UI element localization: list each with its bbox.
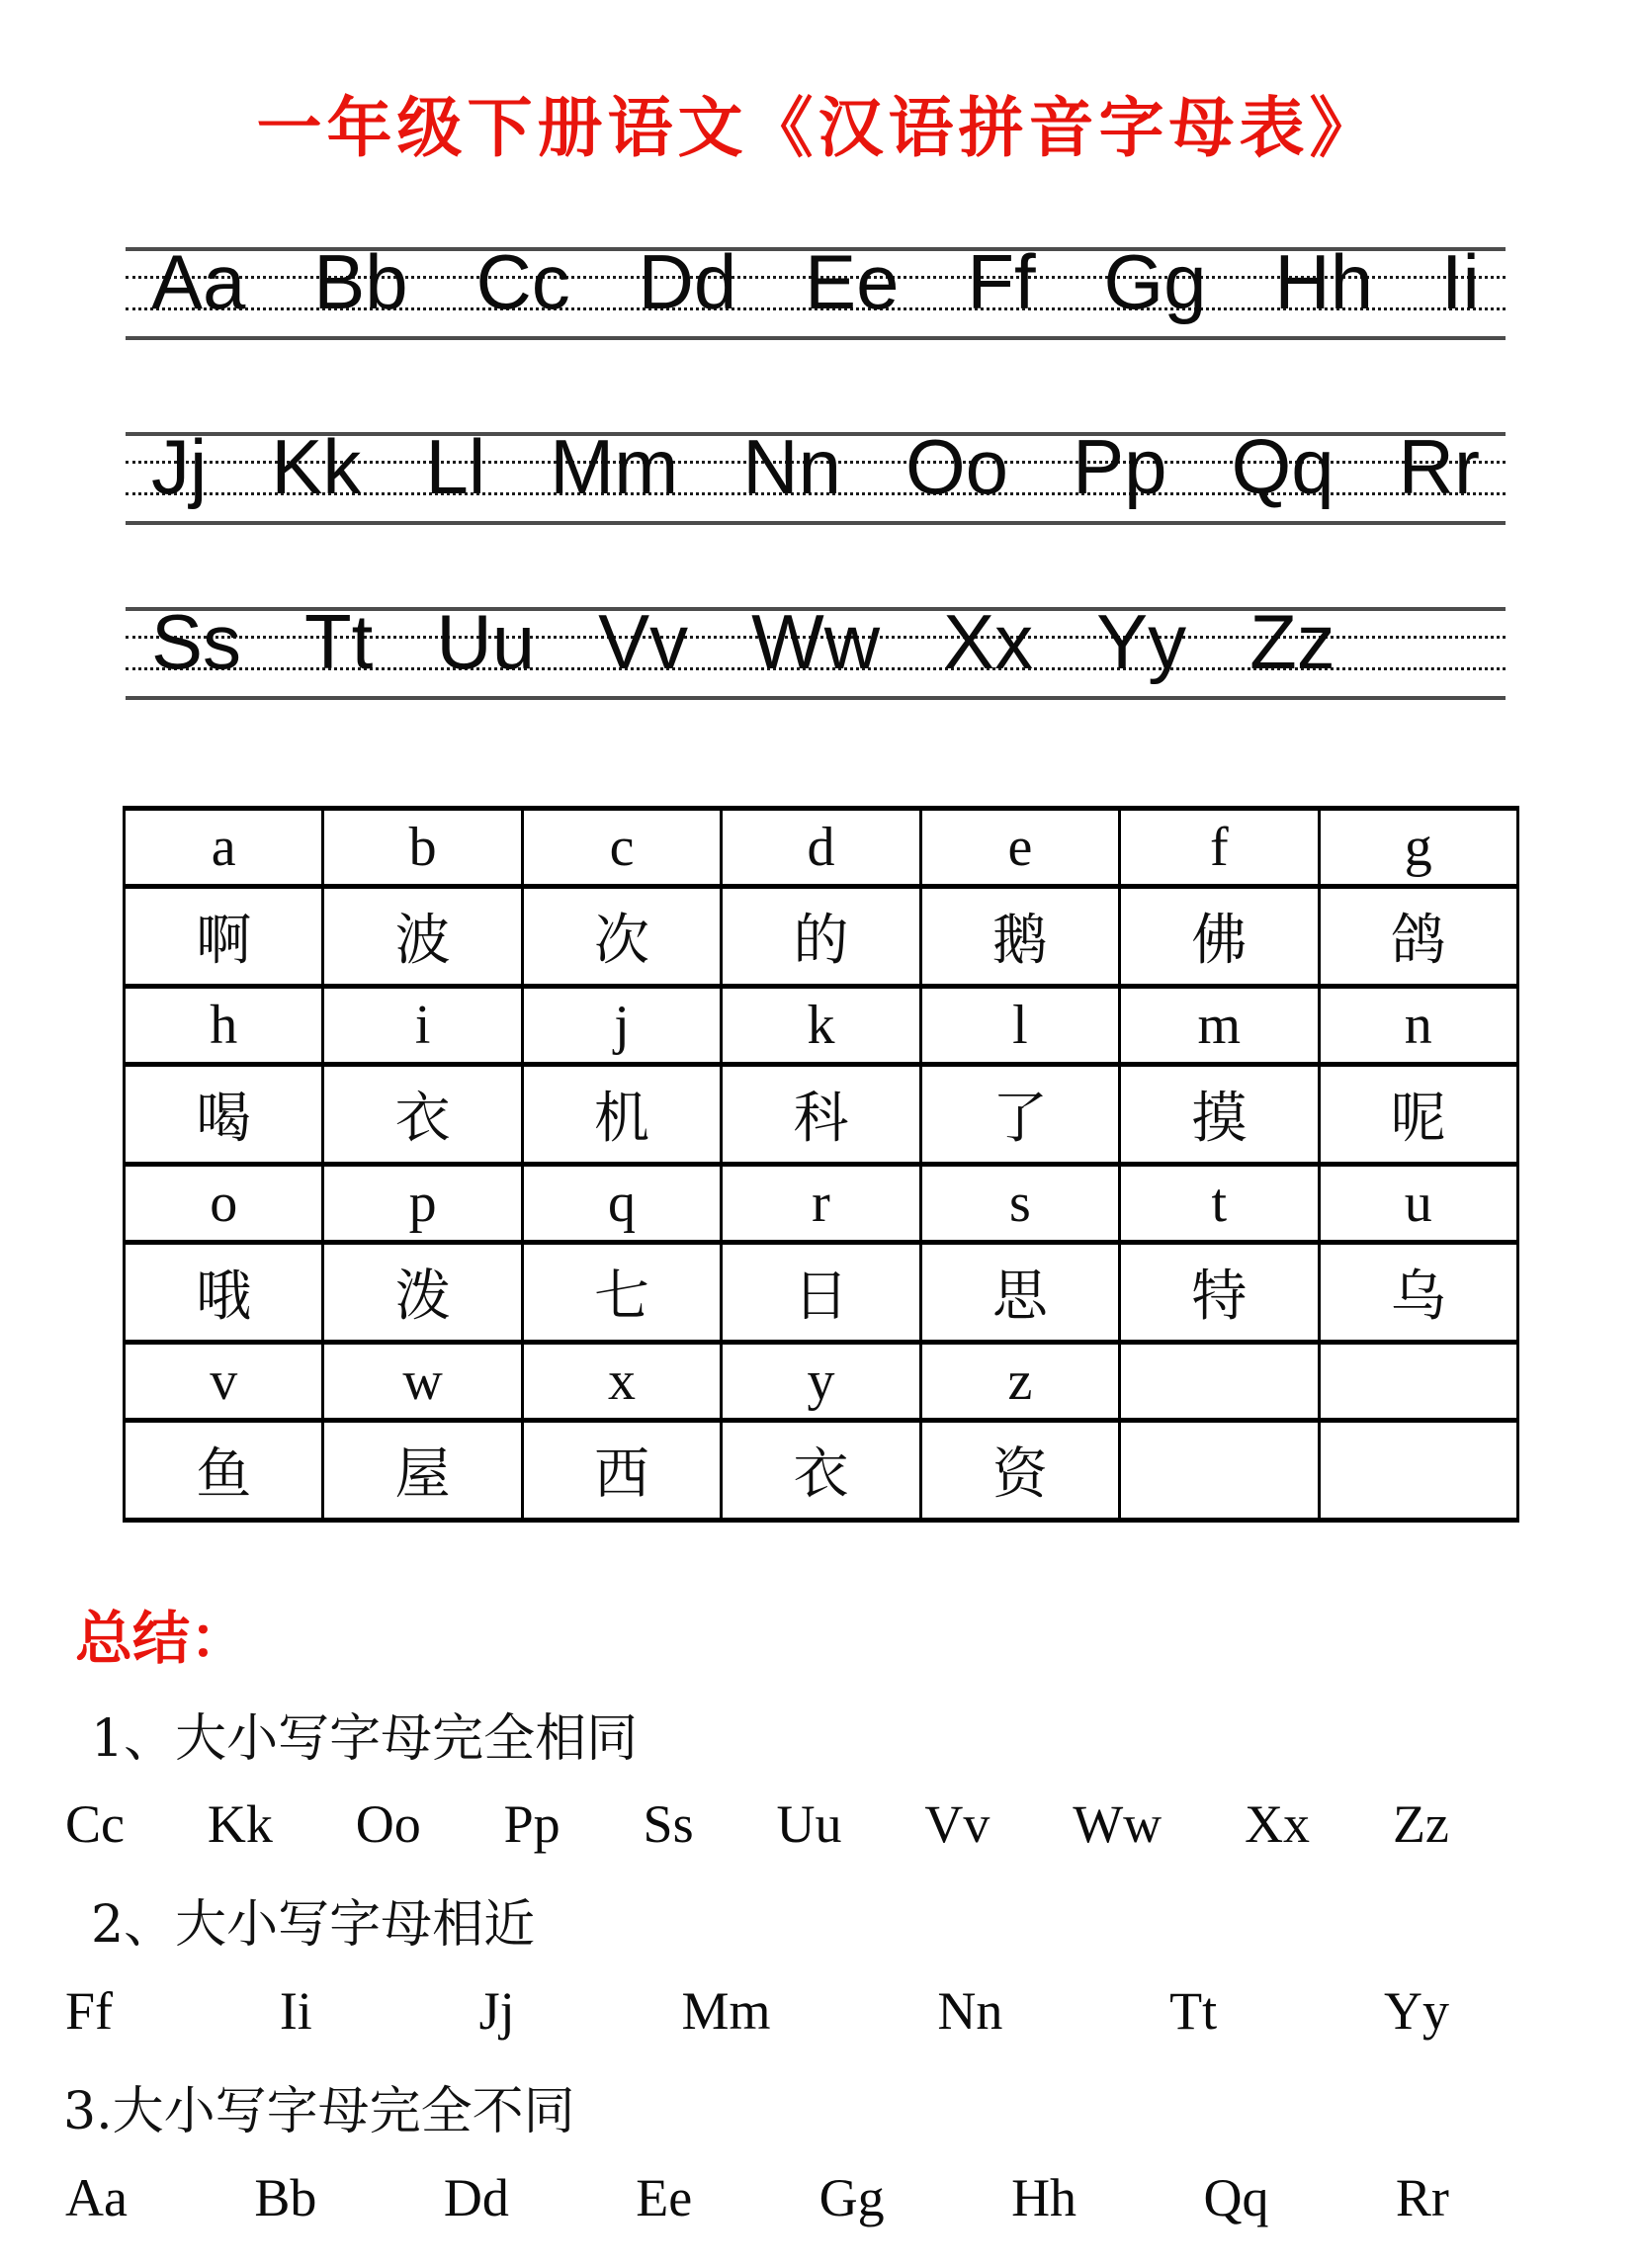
pinyin-table-cell: 衣 <box>722 1420 920 1520</box>
guide-letter-pair: Ii <box>1440 237 1480 325</box>
guide-letter-pair: Hh <box>1274 237 1374 325</box>
guide-letter-pair: Ww <box>751 597 881 685</box>
guide-letter-pair: Tt <box>304 597 374 685</box>
summary-item-3-label: 3.大小写字母完全不同 <box>63 2081 575 2141</box>
alphabet-guide-row-3 <box>126 597 1506 700</box>
pinyin-table-cell: x <box>522 1342 721 1420</box>
pinyin-table-cell: f <box>1120 808 1319 886</box>
guide-letters-row-1 <box>126 237 1506 340</box>
pinyin-table-cell: 鱼 <box>125 1420 323 1520</box>
pinyin-table-cell: n <box>1319 986 1517 1064</box>
guide-letter-pair: Uu <box>436 597 536 685</box>
summary-item-3-letters <box>65 2166 1449 2230</box>
summary-item-2 <box>0 1896 1636 2044</box>
pinyin-table-cell: p <box>323 1164 522 1242</box>
pinyin-table-cell: 了 <box>920 1064 1119 1164</box>
pinyin-table-cell: 资 <box>920 1420 1119 1520</box>
pinyin-table-cell: 鸽 <box>1319 886 1517 986</box>
guide-letter-pair: Rr <box>1398 422 1480 510</box>
summary-letter-pair: Oo <box>355 1794 421 1855</box>
guide-letter-pair: Jj <box>151 422 208 510</box>
pinyin-table-cell: y <box>722 1342 920 1420</box>
summary-letter-pair: Ff <box>65 1981 114 2042</box>
summary-item-1-label: 1、大小写字母完全相同 <box>91 1708 639 1769</box>
pinyin-table-cell: 佛 <box>1120 886 1319 986</box>
summary-letter-pair: Mm <box>681 1981 771 2042</box>
guide-letter-pair: Yy <box>1096 597 1187 685</box>
pinyin-table-cell: 喝 <box>125 1064 323 1164</box>
guide-letter-pair: Cc <box>475 237 570 325</box>
pinyin-table-cell <box>1120 1420 1319 1520</box>
alphabet-guide-row-1 <box>126 237 1506 340</box>
pinyin-table-row-hanzi <box>125 886 1518 986</box>
pinyin-table-cell: 日 <box>722 1242 920 1342</box>
pinyin-table-cell: s <box>920 1164 1119 1242</box>
pinyin-table-cell: o <box>125 1164 323 1242</box>
pinyin-table-cell: k <box>722 986 920 1064</box>
guide-letter-pair: Ff <box>967 237 1036 325</box>
pinyin-table-cell: 呢 <box>1319 1064 1517 1164</box>
pinyin-table-cell: 机 <box>522 1064 721 1164</box>
pinyin-table-cell: u <box>1319 1164 1517 1242</box>
pinyin-table-row-hanzi <box>125 1064 1518 1164</box>
pinyin-table-cell: r <box>722 1164 920 1242</box>
pinyin-table-cell: 科 <box>722 1064 920 1164</box>
pinyin-table-row-letters <box>125 1342 1518 1420</box>
guide-letter-pair: Ee <box>805 237 900 325</box>
summary-item-1 <box>0 1710 1636 1858</box>
summary-letter-pair: Tt <box>1169 1981 1218 2042</box>
pinyin-table-cell: 次 <box>522 886 721 986</box>
summary-letter-pair: Yy <box>1383 1981 1449 2042</box>
pinyin-table-cell: e <box>920 808 1119 886</box>
alphabet-guide-row-2 <box>126 422 1506 525</box>
summary-item-3 <box>0 2083 1636 2230</box>
summary-item-1-letters <box>65 1792 1449 1857</box>
pinyin-table-row-letters <box>125 808 1518 886</box>
summary-item-2-label: 2、大小写字母相近 <box>91 1895 536 1956</box>
pinyin-table-cell: a <box>125 808 323 886</box>
guide-letter-pair: Gg <box>1103 237 1207 325</box>
pinyin-table-row-hanzi <box>125 1242 1518 1342</box>
pinyin-table-row-letters <box>125 1164 1518 1242</box>
guide-letter-pair: Vv <box>598 597 689 685</box>
summary-letter-pair: Zz <box>1392 1794 1449 1855</box>
pinyin-table-cell: 乌 <box>1319 1242 1517 1342</box>
pinyin-table-cell: z <box>920 1342 1119 1420</box>
summary-letter-pair: Aa <box>65 2167 128 2227</box>
pinyin-table-cell: 的 <box>722 886 920 986</box>
pinyin-table-cell: 衣 <box>323 1064 522 1164</box>
guide-letter-pair: Pp <box>1073 422 1167 510</box>
summary-letter-pair: Ee <box>636 2167 693 2227</box>
guide-letters-row-3 <box>126 597 1506 700</box>
summary-letter-pair: Dd <box>443 2167 509 2227</box>
summary-item-2-letters <box>65 1979 1449 2044</box>
summary-letter-pair: Qq <box>1203 2167 1269 2227</box>
guide-letter-pair: Nn <box>742 422 841 510</box>
pinyin-table-cell: 特 <box>1120 1242 1319 1342</box>
pinyin-table-body <box>125 808 1518 1520</box>
pinyin-table-cell: m <box>1120 986 1319 1064</box>
pinyin-table-cell: l <box>920 986 1119 1064</box>
guide-letter-pair: Qq <box>1231 422 1335 510</box>
guide-letter-pair: Oo <box>905 422 1009 510</box>
guide-letter-pair: Dd <box>638 237 737 325</box>
pinyin-table-cell: g <box>1319 808 1517 886</box>
pinyin-table-cell: t <box>1120 1164 1319 1242</box>
summary-letter-pair: Bb <box>254 2167 317 2227</box>
pinyin-table-cell: 西 <box>522 1420 721 1520</box>
pinyin-table-cell: 泼 <box>323 1242 522 1342</box>
pinyin-table-cell: h <box>125 986 323 1064</box>
summary-heading: 总结： <box>75 1604 248 1672</box>
guide-letter-pair: Bb <box>313 237 408 325</box>
pinyin-table-cell: 屋 <box>323 1420 522 1520</box>
summary-letter-pair: Ww <box>1073 1794 1162 1855</box>
summary-letter-pair: Uu <box>776 1794 842 1855</box>
pinyin-table-cell: j <box>522 986 721 1064</box>
guide-letters-row-2 <box>126 422 1506 525</box>
summary-letter-pair: Vv <box>924 1794 990 1855</box>
pinyin-table-row-letters <box>125 986 1518 1064</box>
page-title: 一年级下册语文《汉语拼音字母表》 <box>256 93 1380 165</box>
summary-letter-pair: Jj <box>478 1981 515 2042</box>
summary-letter-pair: Hh <box>1011 2167 1077 2227</box>
summary-letter-pair: Pp <box>503 1794 560 1855</box>
pinyin-table-cell <box>1319 1420 1517 1520</box>
pinyin-table-cell: 波 <box>323 886 522 986</box>
pinyin-table-cell: 摸 <box>1120 1064 1319 1164</box>
pinyin-table-row-hanzi <box>125 1420 1518 1520</box>
pinyin-table-cell <box>1319 1342 1517 1420</box>
summary-letter-pair: Rr <box>1395 2167 1449 2227</box>
pinyin-table-cell: 哦 <box>125 1242 323 1342</box>
summary-letter-pair: Xx <box>1245 1794 1311 1855</box>
guide-letter-pair: Mm <box>550 422 679 510</box>
pinyin-table-cell: 七 <box>522 1242 721 1342</box>
pinyin-table-cell: 鹅 <box>920 886 1119 986</box>
pinyin-table-cell <box>1120 1342 1319 1420</box>
guide-letter-pair: Ss <box>151 597 242 685</box>
summary-letter-pair: Ss <box>643 1794 694 1855</box>
summary-letter-pair: Gg <box>818 2167 885 2227</box>
pinyin-table-cell: d <box>722 808 920 886</box>
pinyin-table-cell: q <box>522 1164 721 1242</box>
pinyin-table-cell: i <box>323 986 522 1064</box>
summary-letter-pair: Kk <box>207 1794 273 1855</box>
guide-letter-pair: Zz <box>1249 597 1335 685</box>
guide-letter-pair: Ll <box>425 422 486 510</box>
guide-letter-pair: Xx <box>943 597 1034 685</box>
guide-letter-pair: Aa <box>151 237 246 325</box>
pinyin-table-cell: b <box>323 808 522 886</box>
pinyin-table-cell: c <box>522 808 721 886</box>
summary-letter-pair: Ii <box>279 1981 312 2042</box>
summary-letter-pair: Nn <box>937 1981 1003 2042</box>
pinyin-table-cell: 啊 <box>125 886 323 986</box>
pinyin-table-cell: w <box>323 1342 522 1420</box>
guide-letter-pair: Kk <box>271 422 362 510</box>
pinyin-table-cell: 思 <box>920 1242 1119 1342</box>
summary-letter-pair: Cc <box>65 1794 125 1855</box>
pinyin-table <box>123 806 1519 1523</box>
pinyin-table-cell: v <box>125 1342 323 1420</box>
